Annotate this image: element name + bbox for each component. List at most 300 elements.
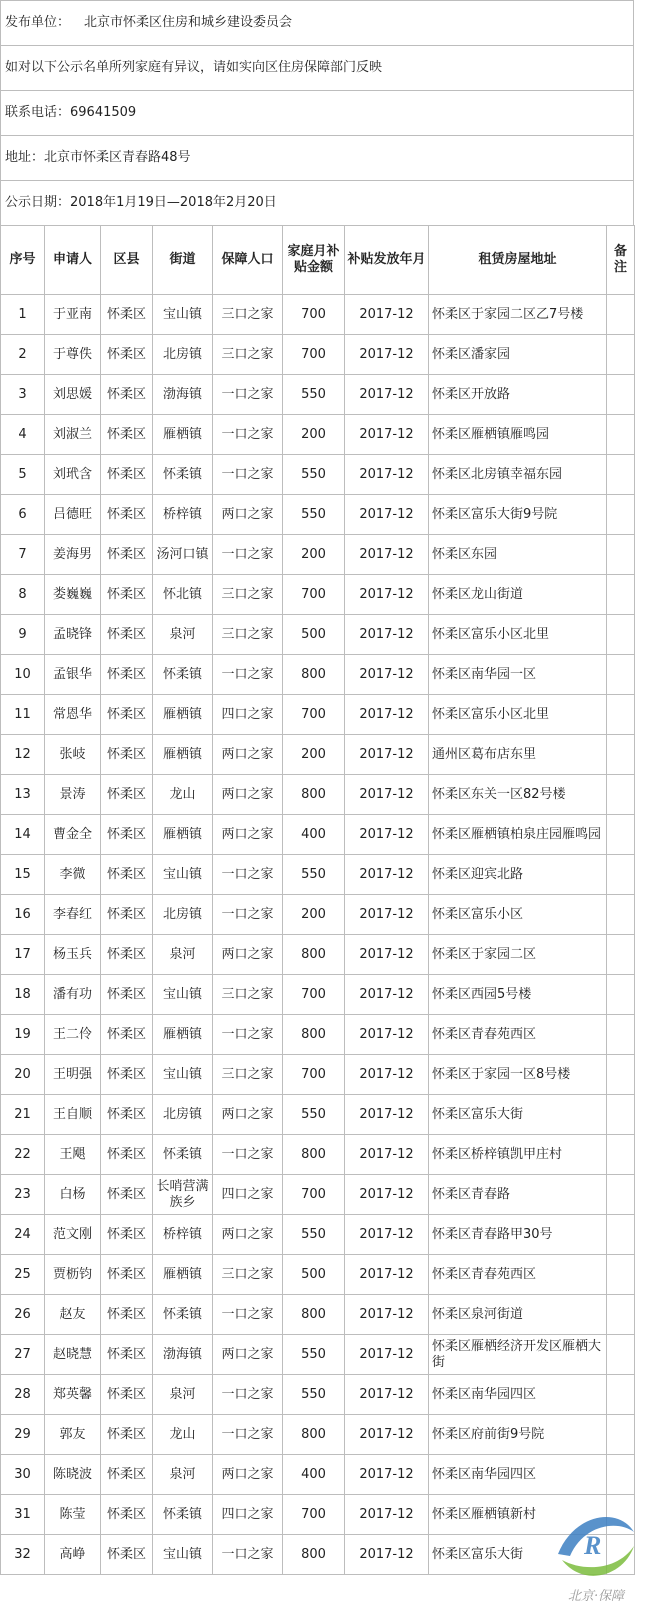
table-cell: 怀柔区 bbox=[101, 935, 153, 975]
table-cell: 雁栖镇 bbox=[153, 415, 213, 455]
subsidy-table bbox=[0, 225, 635, 1575]
table-cell: 800 bbox=[283, 775, 345, 815]
table-cell: 泉河 bbox=[153, 1455, 213, 1495]
table-cell: 贾枥钧 bbox=[45, 1255, 101, 1295]
table-cell: 怀柔区 bbox=[101, 815, 153, 855]
table-row bbox=[1, 1335, 635, 1375]
table-cell: 怀柔区 bbox=[101, 335, 153, 375]
table-cell: 李微 bbox=[45, 855, 101, 895]
table-cell: 于亚南 bbox=[45, 295, 101, 335]
table-body bbox=[1, 295, 635, 1575]
table-cell: 550 bbox=[283, 1095, 345, 1135]
table-row bbox=[1, 1535, 635, 1575]
table-cell: 张岐 bbox=[45, 735, 101, 775]
table-cell: 550 bbox=[283, 1375, 345, 1415]
table-cell: 两口之家 bbox=[213, 1095, 283, 1135]
column-header: 租赁房屋地址 bbox=[429, 226, 607, 295]
table-cell: 泉河 bbox=[153, 1375, 213, 1415]
column-header: 申请人 bbox=[45, 226, 101, 295]
table-cell: 4 bbox=[1, 415, 45, 455]
table-cell bbox=[607, 1415, 635, 1455]
table-row bbox=[1, 1135, 635, 1175]
table-cell: 550 bbox=[283, 495, 345, 535]
table-cell: 200 bbox=[283, 535, 345, 575]
table-cell: 6 bbox=[1, 495, 45, 535]
table-cell: 常恩华 bbox=[45, 695, 101, 735]
table-cell: 2017-12 bbox=[345, 1495, 429, 1535]
table-cell: 怀柔区 bbox=[101, 695, 153, 735]
period-line: 公示日期：2018年1月19日—2018年2月20日 bbox=[0, 180, 634, 225]
table-cell: 550 bbox=[283, 855, 345, 895]
table-cell: 2017-12 bbox=[345, 1255, 429, 1295]
table-cell: 800 bbox=[283, 1295, 345, 1335]
table-cell: 赵友 bbox=[45, 1295, 101, 1335]
table-cell: 怀柔区泉河街道 bbox=[429, 1295, 607, 1335]
table-cell: 26 bbox=[1, 1295, 45, 1335]
table-cell: 2017-12 bbox=[345, 295, 429, 335]
table-cell: 一口之家 bbox=[213, 1015, 283, 1055]
table-row bbox=[1, 1455, 635, 1495]
table-cell: 怀柔镇 bbox=[153, 1135, 213, 1175]
table-cell: 怀柔区 bbox=[101, 735, 153, 775]
table-cell: 三口之家 bbox=[213, 1255, 283, 1295]
table-cell bbox=[607, 1215, 635, 1255]
table-cell: 宝山镇 bbox=[153, 975, 213, 1015]
table-row bbox=[1, 1255, 635, 1295]
table-cell: 三口之家 bbox=[213, 1055, 283, 1095]
table-cell: 怀柔区青春苑西区 bbox=[429, 1015, 607, 1055]
table-cell bbox=[607, 1055, 635, 1095]
table-cell bbox=[607, 855, 635, 895]
logo-letters: R bbox=[584, 1531, 602, 1560]
table-cell: 2017-12 bbox=[345, 415, 429, 455]
table-cell: 两口之家 bbox=[213, 495, 283, 535]
table-cell: 龙山 bbox=[153, 775, 213, 815]
table-cell: 19 bbox=[1, 1015, 45, 1055]
table-cell: 两口之家 bbox=[213, 1215, 283, 1255]
table-cell: 怀柔区北房镇幸福东园 bbox=[429, 455, 607, 495]
table-cell: 700 bbox=[283, 1495, 345, 1535]
table-cell: 一口之家 bbox=[213, 415, 283, 455]
table-cell: 三口之家 bbox=[213, 975, 283, 1015]
table-cell: 雁栖镇 bbox=[153, 735, 213, 775]
table-cell: 2017-12 bbox=[345, 1175, 429, 1215]
table-cell: 宝山镇 bbox=[153, 1535, 213, 1575]
table-cell: 怀柔区 bbox=[101, 495, 153, 535]
table-row bbox=[1, 775, 635, 815]
address-line: 地址：北京市怀柔区青春路48号 bbox=[0, 135, 634, 180]
table-cell: 王明强 bbox=[45, 1055, 101, 1095]
table-cell: 雁栖镇 bbox=[153, 1015, 213, 1055]
table-row bbox=[1, 735, 635, 775]
table-cell: 怀柔区富乐大街 bbox=[429, 1095, 607, 1135]
table-cell bbox=[607, 535, 635, 575]
table-cell: 郭友 bbox=[45, 1415, 101, 1455]
table-cell: 2017-12 bbox=[345, 1295, 429, 1335]
table-cell: 王自顺 bbox=[45, 1095, 101, 1135]
table-cell: 李春红 bbox=[45, 895, 101, 935]
table-cell bbox=[607, 695, 635, 735]
table-cell: 2017-12 bbox=[345, 1335, 429, 1375]
table-cell: 500 bbox=[283, 615, 345, 655]
table-cell: 700 bbox=[283, 1055, 345, 1095]
table-cell: 姜海男 bbox=[45, 535, 101, 575]
table-cell: 怀柔区东关一区82号楼 bbox=[429, 775, 607, 815]
table-cell: 5 bbox=[1, 455, 45, 495]
table-cell: 10 bbox=[1, 655, 45, 695]
table-cell: 3 bbox=[1, 375, 45, 415]
table-cell: 刘玳含 bbox=[45, 455, 101, 495]
column-header: 家庭月补贴金额 bbox=[283, 226, 345, 295]
table-cell: 北房镇 bbox=[153, 1095, 213, 1135]
table-cell: 2017-12 bbox=[345, 1415, 429, 1455]
table-cell: 刘淑兰 bbox=[45, 415, 101, 455]
table-cell: 怀柔区 bbox=[101, 1335, 153, 1375]
table-cell bbox=[607, 655, 635, 695]
table-cell: 怀柔区南华园一区 bbox=[429, 655, 607, 695]
table-cell: 700 bbox=[283, 575, 345, 615]
table-cell: 200 bbox=[283, 415, 345, 455]
table-cell: 怀柔区 bbox=[101, 375, 153, 415]
table-cell: 2017-12 bbox=[345, 535, 429, 575]
table-cell: 怀柔区富乐小区北里 bbox=[429, 695, 607, 735]
table-row bbox=[1, 935, 635, 975]
table-cell: 怀柔区东园 bbox=[429, 535, 607, 575]
table-cell: 范文刚 bbox=[45, 1215, 101, 1255]
table-cell: 700 bbox=[283, 695, 345, 735]
table-cell: 王飓 bbox=[45, 1135, 101, 1175]
table-cell: 2017-12 bbox=[345, 495, 429, 535]
table-cell: 2017-12 bbox=[345, 615, 429, 655]
table-cell: 怀柔区 bbox=[101, 1535, 153, 1575]
table-cell: 2017-12 bbox=[345, 975, 429, 1015]
table-cell: 800 bbox=[283, 1015, 345, 1055]
table-cell: 怀柔区 bbox=[101, 1375, 153, 1415]
table-cell: 800 bbox=[283, 1535, 345, 1575]
table-cell: 通州区葛布店东里 bbox=[429, 735, 607, 775]
table-row bbox=[1, 535, 635, 575]
table-cell: 一口之家 bbox=[213, 1135, 283, 1175]
table-cell: 200 bbox=[283, 735, 345, 775]
table-cell: 四口之家 bbox=[213, 1175, 283, 1215]
table-cell: 2017-12 bbox=[345, 375, 429, 415]
table-cell: 500 bbox=[283, 1255, 345, 1295]
table-cell: 22 bbox=[1, 1135, 45, 1175]
table-cell: 怀柔区 bbox=[101, 975, 153, 1015]
table-cell bbox=[607, 1175, 635, 1215]
table-cell: 王二伶 bbox=[45, 1015, 101, 1055]
table-row bbox=[1, 335, 635, 375]
table-cell: 550 bbox=[283, 455, 345, 495]
table-cell: 怀柔镇 bbox=[153, 1295, 213, 1335]
table-cell: 怀柔区 bbox=[101, 1135, 153, 1175]
table-cell: 泉河 bbox=[153, 615, 213, 655]
table-cell: 24 bbox=[1, 1215, 45, 1255]
table-cell: 怀柔区青春路 bbox=[429, 1175, 607, 1215]
table-row bbox=[1, 1175, 635, 1215]
table-cell bbox=[607, 895, 635, 935]
table-cell: 2017-12 bbox=[345, 455, 429, 495]
table-cell: 桥梓镇 bbox=[153, 1215, 213, 1255]
table-cell: 娄巍巍 bbox=[45, 575, 101, 615]
table-cell: 怀柔区 bbox=[101, 1015, 153, 1055]
table-cell: 28 bbox=[1, 1375, 45, 1415]
table-row bbox=[1, 975, 635, 1015]
table-cell bbox=[607, 775, 635, 815]
table-row bbox=[1, 615, 635, 655]
table-cell: 怀柔区西园5号楼 bbox=[429, 975, 607, 1015]
table-cell: 怀柔区 bbox=[101, 615, 153, 655]
table-cell: 雁栖镇 bbox=[153, 1255, 213, 1295]
table-cell bbox=[607, 1095, 635, 1135]
table-cell bbox=[607, 415, 635, 455]
table-cell: 2017-12 bbox=[345, 855, 429, 895]
table-cell: 怀柔区雁栖镇新村 bbox=[429, 1495, 607, 1535]
table-cell: 2017-12 bbox=[345, 575, 429, 615]
phone-line: 联系电话：69641509 bbox=[0, 90, 634, 135]
table-cell: 800 bbox=[283, 655, 345, 695]
table-cell bbox=[607, 1015, 635, 1055]
table-cell: 渤海镇 bbox=[153, 1335, 213, 1375]
table-header-row bbox=[1, 226, 635, 295]
table-cell: 9 bbox=[1, 615, 45, 655]
table-cell: 怀柔区 bbox=[101, 455, 153, 495]
watermark-logo bbox=[548, 1496, 644, 1608]
table-row bbox=[1, 655, 635, 695]
table-cell: 25 bbox=[1, 1255, 45, 1295]
notice-line: 如对以下公示名单所列家庭有异议，请如实向区住房保障部门反映 bbox=[0, 45, 634, 90]
table-cell: 景涛 bbox=[45, 775, 101, 815]
table-cell: 怀柔镇 bbox=[153, 1495, 213, 1535]
table-cell: 怀柔区南华园四区 bbox=[429, 1455, 607, 1495]
table-cell: 30 bbox=[1, 1455, 45, 1495]
table-cell: 四口之家 bbox=[213, 695, 283, 735]
table-row bbox=[1, 295, 635, 335]
table-row bbox=[1, 695, 635, 735]
table-row bbox=[1, 895, 635, 935]
table-cell: 15 bbox=[1, 855, 45, 895]
table-cell: 怀柔区富乐小区北里 bbox=[429, 615, 607, 655]
table-cell: 四口之家 bbox=[213, 1495, 283, 1535]
table-cell: 怀柔区 bbox=[101, 1415, 153, 1455]
table-cell: 泉河 bbox=[153, 935, 213, 975]
table-row bbox=[1, 1375, 635, 1415]
table-cell: 两口之家 bbox=[213, 1455, 283, 1495]
table-cell: 550 bbox=[283, 375, 345, 415]
table-cell: 三口之家 bbox=[213, 575, 283, 615]
column-header: 街道 bbox=[153, 226, 213, 295]
table-cell: 两口之家 bbox=[213, 775, 283, 815]
table-cell bbox=[607, 295, 635, 335]
table-cell: 怀柔区雁栖经济开发区雁栖大街 bbox=[429, 1335, 607, 1375]
table-cell bbox=[607, 1135, 635, 1175]
column-header: 备注 bbox=[607, 226, 635, 295]
table-cell: 2017-12 bbox=[345, 1455, 429, 1495]
table-row bbox=[1, 1495, 635, 1535]
table-cell: 一口之家 bbox=[213, 535, 283, 575]
table-cell: 怀柔区 bbox=[101, 1455, 153, 1495]
table-cell: 怀柔区于家园一区8号楼 bbox=[429, 1055, 607, 1095]
table-cell: 郑英馨 bbox=[45, 1375, 101, 1415]
table-cell bbox=[607, 935, 635, 975]
table-cell: 三口之家 bbox=[213, 295, 283, 335]
table-cell: 怀柔区富乐大街 bbox=[429, 1535, 607, 1575]
table-cell bbox=[607, 375, 635, 415]
table-cell: 2017-12 bbox=[345, 1215, 429, 1255]
table-row bbox=[1, 1415, 635, 1455]
table-cell: 16 bbox=[1, 895, 45, 935]
table-cell bbox=[607, 615, 635, 655]
table-cell: 一口之家 bbox=[213, 1375, 283, 1415]
table-cell: 宝山镇 bbox=[153, 1055, 213, 1095]
table-cell: 2017-12 bbox=[345, 895, 429, 935]
table-cell: 赵晓慧 bbox=[45, 1335, 101, 1375]
table-cell: 23 bbox=[1, 1175, 45, 1215]
table-cell: 27 bbox=[1, 1335, 45, 1375]
table-cell: 一口之家 bbox=[213, 655, 283, 695]
table-cell: 14 bbox=[1, 815, 45, 855]
table-cell: 12 bbox=[1, 735, 45, 775]
table-cell: 三口之家 bbox=[213, 335, 283, 375]
table-cell: 一口之家 bbox=[213, 455, 283, 495]
table-cell: 800 bbox=[283, 935, 345, 975]
table-cell: 2017-12 bbox=[345, 935, 429, 975]
table-cell: 700 bbox=[283, 975, 345, 1015]
table-cell: 700 bbox=[283, 1175, 345, 1215]
table-cell: 怀柔区雁栖镇柏泉庄园雁鸣园 bbox=[429, 815, 607, 855]
table-cell: 两口之家 bbox=[213, 935, 283, 975]
table-row bbox=[1, 495, 635, 535]
table-cell: 一口之家 bbox=[213, 1535, 283, 1575]
table-cell: 两口之家 bbox=[213, 815, 283, 855]
table-row bbox=[1, 375, 635, 415]
table-cell: 怀柔区 bbox=[101, 1255, 153, 1295]
table-cell: 渤海镇 bbox=[153, 375, 213, 415]
table-cell: 北房镇 bbox=[153, 335, 213, 375]
table-cell: 怀柔区 bbox=[101, 575, 153, 615]
table-cell: 2017-12 bbox=[345, 335, 429, 375]
table-cell: 龙山 bbox=[153, 1415, 213, 1455]
table-row bbox=[1, 1055, 635, 1095]
table-cell: 怀柔区 bbox=[101, 1175, 153, 1215]
table-cell: 怀柔区 bbox=[101, 1295, 153, 1335]
table-cell: 2017-12 bbox=[345, 735, 429, 775]
table-cell: 550 bbox=[283, 1215, 345, 1255]
table-cell: 陈晓波 bbox=[45, 1455, 101, 1495]
table-row bbox=[1, 575, 635, 615]
column-header: 保障人口 bbox=[213, 226, 283, 295]
column-header: 序号 bbox=[1, 226, 45, 295]
table-cell: 17 bbox=[1, 935, 45, 975]
table-cell: 29 bbox=[1, 1415, 45, 1455]
table-cell: 怀柔区 bbox=[101, 895, 153, 935]
table-cell: 怀柔区迎宾北路 bbox=[429, 855, 607, 895]
watermark-text: 北京·保障 bbox=[567, 1589, 625, 1604]
table-row bbox=[1, 455, 635, 495]
table-cell: 潘有功 bbox=[45, 975, 101, 1015]
table-row bbox=[1, 1015, 635, 1055]
table-cell: 20 bbox=[1, 1055, 45, 1095]
column-header: 补贴发放年月 bbox=[345, 226, 429, 295]
table-cell: 7 bbox=[1, 535, 45, 575]
table-cell: 2017-12 bbox=[345, 695, 429, 735]
table-cell: 于尊佚 bbox=[45, 335, 101, 375]
table-cell: 宝山镇 bbox=[153, 295, 213, 335]
table-cell bbox=[607, 575, 635, 615]
table-cell: 32 bbox=[1, 1535, 45, 1575]
table-cell: 雁栖镇 bbox=[153, 695, 213, 735]
table-cell: 400 bbox=[283, 815, 345, 855]
table-cell: 13 bbox=[1, 775, 45, 815]
table-cell: 2017-12 bbox=[345, 655, 429, 695]
table-cell bbox=[607, 1295, 635, 1335]
table-cell: 一口之家 bbox=[213, 1415, 283, 1455]
table-cell: 怀柔区于家园二区 bbox=[429, 935, 607, 975]
table-cell: 怀柔区青春苑西区 bbox=[429, 1255, 607, 1295]
table-cell: 怀柔区 bbox=[101, 415, 153, 455]
table-cell: 长哨营满族乡 bbox=[153, 1175, 213, 1215]
table-cell: 2 bbox=[1, 335, 45, 375]
table-cell: 21 bbox=[1, 1095, 45, 1135]
table-cell: 两口之家 bbox=[213, 1335, 283, 1375]
table-cell: 桥梓镇 bbox=[153, 495, 213, 535]
table-cell: 吕德旺 bbox=[45, 495, 101, 535]
table-cell: 怀柔区 bbox=[101, 1215, 153, 1255]
table-cell: 汤河口镇 bbox=[153, 535, 213, 575]
table-row bbox=[1, 815, 635, 855]
table-cell: 怀柔区于家园二区乙7号楼 bbox=[429, 295, 607, 335]
table-cell: 怀柔区 bbox=[101, 295, 153, 335]
table-cell: 怀柔区南华园四区 bbox=[429, 1375, 607, 1415]
table-cell: 2017-12 bbox=[345, 1535, 429, 1575]
table-cell: 2017-12 bbox=[345, 1015, 429, 1055]
table-cell bbox=[607, 1255, 635, 1295]
table-cell: 8 bbox=[1, 575, 45, 615]
table-cell: 三口之家 bbox=[213, 615, 283, 655]
table-cell: 怀北镇 bbox=[153, 575, 213, 615]
table-row bbox=[1, 1095, 635, 1135]
table-cell: 两口之家 bbox=[213, 735, 283, 775]
table-cell: 怀柔区开放路 bbox=[429, 375, 607, 415]
table-cell: 怀柔区桥梓镇凯甲庄村 bbox=[429, 1135, 607, 1175]
table-cell: 400 bbox=[283, 1455, 345, 1495]
table-cell: 孟晓锋 bbox=[45, 615, 101, 655]
table-cell: 18 bbox=[1, 975, 45, 1015]
table-cell: 一口之家 bbox=[213, 375, 283, 415]
table-cell: 2017-12 bbox=[345, 775, 429, 815]
publisher-name: 北京市怀柔区住房和城乡建设委员会 bbox=[84, 15, 293, 30]
table-cell: 怀柔区雁栖镇雁鸣园 bbox=[429, 415, 607, 455]
table-cell: 怀柔区 bbox=[101, 855, 153, 895]
table-cell: 怀柔区 bbox=[101, 775, 153, 815]
table-cell: 怀柔区 bbox=[101, 1055, 153, 1095]
table-cell: 怀柔镇 bbox=[153, 655, 213, 695]
table-cell: 杨玉兵 bbox=[45, 935, 101, 975]
table-cell: 刘思媛 bbox=[45, 375, 101, 415]
table-cell: 800 bbox=[283, 1135, 345, 1175]
table-cell: 2017-12 bbox=[345, 1095, 429, 1135]
table-cell: 一口之家 bbox=[213, 855, 283, 895]
table-cell: 怀柔区 bbox=[101, 1095, 153, 1135]
table-cell: 11 bbox=[1, 695, 45, 735]
table-cell bbox=[607, 975, 635, 1015]
table-cell: 怀柔区龙山街道 bbox=[429, 575, 607, 615]
table-cell: 700 bbox=[283, 335, 345, 375]
table-row bbox=[1, 1215, 635, 1255]
table-cell: 800 bbox=[283, 1415, 345, 1455]
table-cell: 怀柔区 bbox=[101, 1495, 153, 1535]
table-cell: 怀柔区潘家园 bbox=[429, 335, 607, 375]
